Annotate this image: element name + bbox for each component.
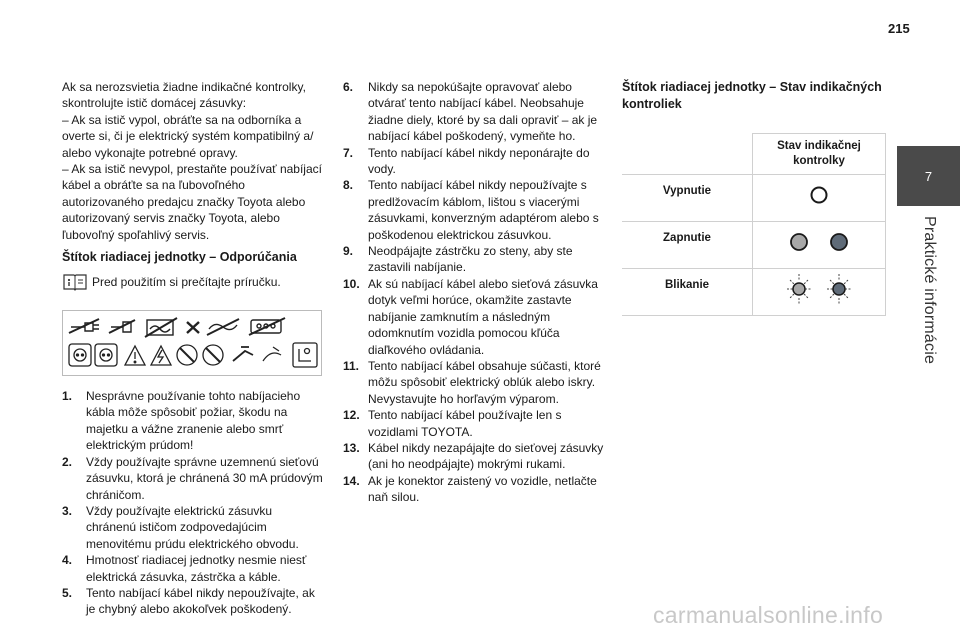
indicator-on-icon [779,227,859,257]
list-item: 12. Tento nabíjací kábel používajte len s vozidlami TOYOTA. [343,408,562,439]
table-header-row [622,134,886,175]
chapter-title: Praktické informácie [921,216,938,365]
list-item: 4. Hmotnosť riadiacej jednotky nesmie niesť elektrická zásuvka, zástrčka a káble. [62,553,307,584]
recommendation-list [62,388,324,618]
manual-note [62,272,324,292]
chapter-number: 7 [924,168,933,184]
column-2 [343,79,605,506]
list-item: 1. Nesprávne používanie tohto nabíjacieho kábla môže spôsobiť požiar, škodu na majetku a vážne zranenie alebo smrť elektrickým prúdom! [62,389,301,453]
indicator-status-table [622,133,886,316]
chapter-tab [897,146,960,206]
list-item: 13. Kábel nikdy nezapájajte do sieťovej zásuvky (ani ho neodpájajte) mokrými rukami. [343,440,604,472]
table-row [622,269,886,316]
column-1 [62,79,324,618]
list-item: 3. Vždy používajte elektrickú zásuvku chránenú ističom zodpovedajúcim menovitému prúdu elektrického obvodu. [62,503,299,551]
intro-bullet-2: – Ak sa istič nevypol, prestaňte používať nabíjací kábel a obráťte sa na ľubovoľného autorizovaného predajcu značky Toyota alebo autorizovaný servis značky Toyota, alebo ľubovoľný spoľahlivý servis. [62,162,322,242]
column-3 [622,79,890,316]
state-label: Vypnutie [622,175,753,222]
list-item: 14. Ak je konektor zaistený vo vozidle, netlačte naň silou. [343,473,597,505]
intro-paragraph: Ak sa nerozsvietia žiadne indikačné kontrolky, skontrolujte istič domácej zásuvky: [62,80,306,111]
section-heading-recommendations: Štítok riadiacej jednotky – Odporúčania [62,250,297,265]
list-item: 9. Neodpájajte zástrčku zo steny, aby ste zastavili nabíjanie. [343,244,573,275]
state-label: Zapnutie [622,222,753,269]
list-item: 8. Tento nabíjací kábel nikdy nepoužívajte s predlžovacím káblom, lištou s viacerými zásuvkami, konverzným adaptérom alebo s poškodenou elektrickou zásuvkou. [343,178,599,242]
list-item: 6. Nikdy sa nepokúšajte opravovať alebo otvárať tento nabíjací kábel. Neobsahuje žiadne diely, ktoré by sa dali opraviť – ak je nabíjací kábel poškodený, vymeňte ho. [343,80,598,144]
section-heading-indicator-status: Štítok riadiacej jednotky – Stav indikačných kontroliek [622,80,882,111]
list-item: 2. Vždy používajte správne uzemnenú sieťovú zásuvku, ktorá je chránená 30 mA prúdovým chráničom. [62,454,323,502]
indicator-blinking-icon [779,271,859,307]
manual-book-icon [62,272,88,292]
watermark: carmanualsonline.info [653,602,884,628]
list-item: 10. Ak sú nabíjací kábel alebo sieťová zásuvka dotyk veľmi horúce, okamžite zastavte nabíjanie zamknutím a následným odomknutím vozidla pomocou kľúča diaľkového ovládania. [343,276,598,357]
list-item: 5. Tento nabíjací kábel nikdy nepoužívajte, ak je chybný alebo akokoľvek poškodený. [62,585,315,617]
list-item: 11. Tento nabíjací kábel obsahuje súčasti, ktoré môžu spôsobiť elektrický oblúk alebo iskry. Nevystavujte ho horľavým výparom. [343,358,601,406]
table-header: Stav indikačnej kontrolky [753,134,886,175]
table-row [622,222,886,269]
list-item: 7. Tento nabíjací kábel nikdy neponárajte do vody. [343,145,590,177]
recommendation-list-continued [343,79,605,506]
manual-note-text: Pred použitím si prečítajte príručku. [92,275,281,290]
control-unit-label-image [62,310,322,376]
page-number: 215 [888,21,910,36]
table-row [622,175,886,222]
intro-bullet-1: – Ak sa istič vypol, obráťte sa na odborníka a overte si, či je elektrický systém kompatibilný a/ alebo vykonajte potrebné opravy. [62,112,314,160]
indicator-off-icon [799,180,839,210]
warning-pictograms-icon [63,311,321,375]
state-label: Blikanie [622,269,753,316]
